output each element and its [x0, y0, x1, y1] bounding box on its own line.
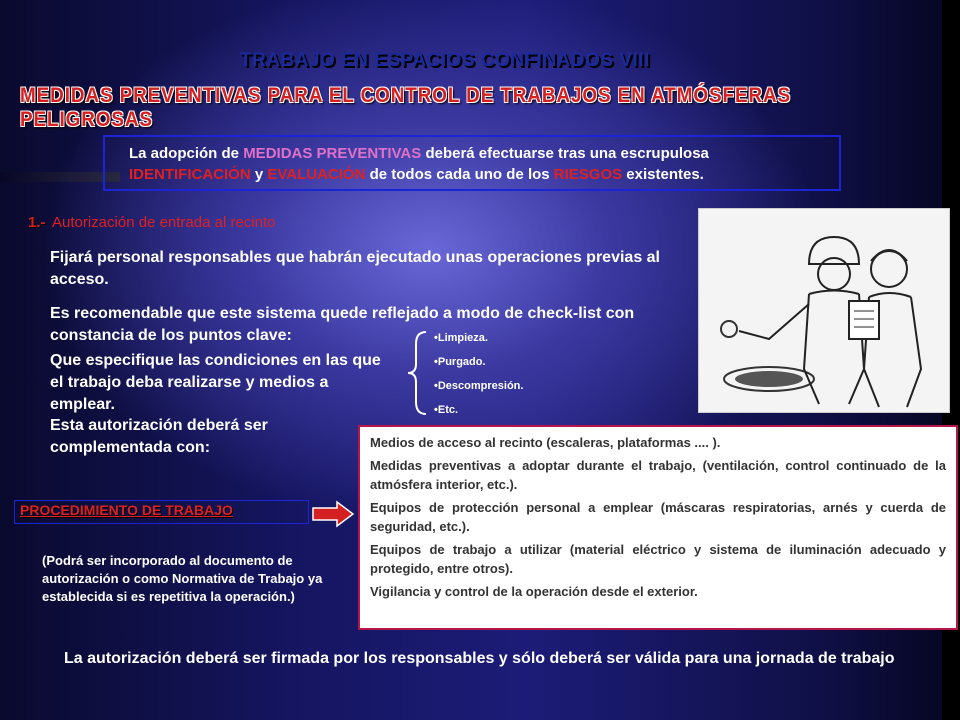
intro-highlight-evaluation: EVALUACIÓN: [267, 166, 366, 183]
paragraph-complement: Esta autorización deberá ser complementada con:: [50, 417, 268, 456]
measures-box: [358, 425, 958, 630]
checklist: [434, 331, 523, 427]
intro-highlight-measures: MEDIDAS PREVENTIVAS: [243, 145, 422, 162]
slide-title: TRABAJO EN ESPACIOS CONFINADOS VIII: [240, 50, 650, 71]
slide-subtitle: MEDIDAS PREVENTIVAS PARA EL CONTROL DE TRABAJOS EN ATMÓSFERAS PELIGROSAS: [20, 84, 792, 131]
footer-note: La autorización deberá ser firmada por los responsables y sólo deberá ser válida para una jornada de trabajo: [64, 650, 895, 667]
procedure-note: (Podrá ser incorporado al documento de autorización o como Normativa de Trabajo ya establecida si es repetitiva la operación.): [42, 553, 323, 604]
measure-item: Vigilancia y control de la operación desde el exterior.: [370, 584, 698, 599]
decorative-streak: [0, 172, 120, 182]
checklist-item: •Limpieza.: [434, 332, 488, 344]
measure-item: Medidas preventivas a adoptar durante el trabajo, (ventilación, control continuado de la atmósfera interior, etc.).: [370, 458, 946, 492]
procedure-title: PROCEDIMIENTO DE TRABAJO: [20, 502, 233, 518]
measure-item: Equipos de trabajo a utilizar (material eléctrico y sistema de iluminación adecuado y protegido, entre otros).: [370, 542, 946, 576]
paragraph-conditions: Que especifique las condiciones en las que el trabajo deba realizarse y medios a emplear.: [50, 352, 381, 413]
measure-item: Medios de acceso al recinto (escaleras, plataformas .... ).: [370, 435, 721, 450]
workers-drawing: [699, 209, 949, 412]
intro-text: de todos cada uno de los: [365, 166, 554, 183]
checklist-item: •Purgado.: [434, 356, 486, 368]
arrow-right-icon: [311, 500, 355, 528]
measure-item: Equipos de protección personal a emplear (máscaras respiratorias, arnés y cuerda de seguridad, etc.).: [370, 500, 946, 534]
paragraph-responsibles: Fijará personal responsables que habrán ejecutado unas operaciones previas al acceso.: [50, 249, 660, 288]
intro-highlight-identification: IDENTIFICACIÓN: [129, 166, 251, 183]
intro-text: La adopción de: [129, 145, 244, 162]
point-number: 1.-: [28, 214, 46, 231]
intro-highlight-risks: RIESGOS: [553, 166, 623, 183]
intro-box: [103, 135, 841, 191]
curly-brace-icon: [406, 330, 428, 416]
intro-text: deberá efectuarse tras una escrupulosa: [421, 145, 709, 162]
checklist-item: •Descompresión.: [434, 380, 524, 392]
intro-text: y: [250, 166, 268, 183]
checklist-item: •Etc.: [434, 404, 459, 416]
intro-text: existentes.: [622, 166, 704, 183]
point-title: Autorización de entrada al recinto: [52, 214, 276, 231]
workers-illustration: [698, 208, 950, 413]
paragraph-checklist: Es recomendable que este sistema quede reflejado a modo de check-list con constancia de los puntos clave:: [50, 305, 635, 344]
